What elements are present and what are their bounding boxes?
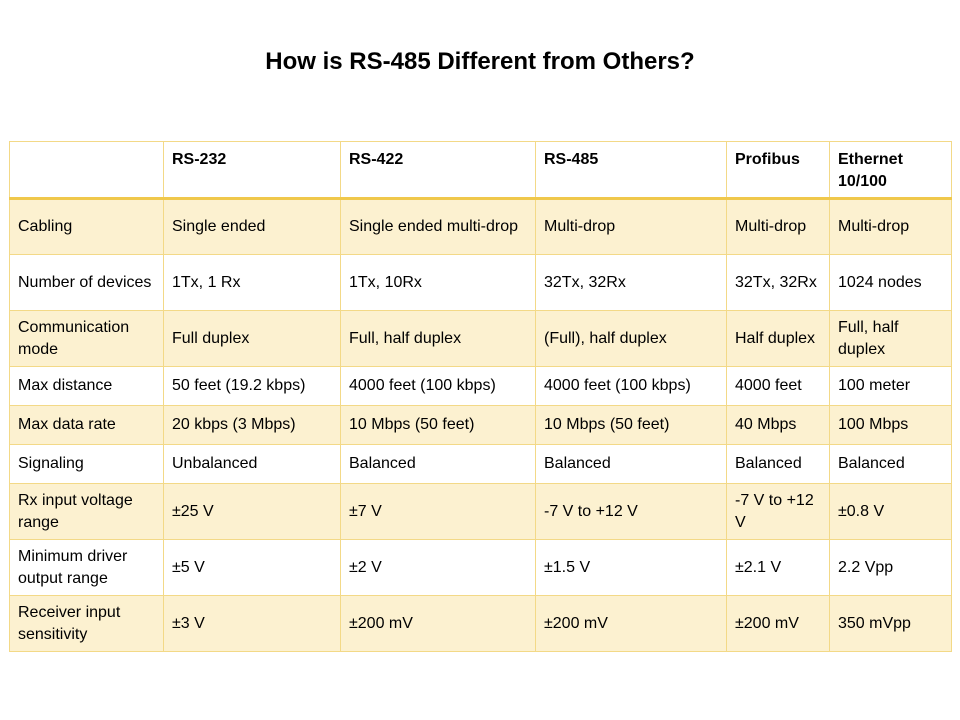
table-cell: 50 feet (19.2 kbps) <box>164 367 341 406</box>
table-row <box>10 540 952 596</box>
row-label: Signaling <box>10 445 164 484</box>
table-cell: ±200 mV <box>341 596 536 652</box>
table-cell: ±1.5 V <box>536 540 727 596</box>
column-header-profibus: Profibus <box>727 142 830 199</box>
column-header-blank <box>10 142 164 199</box>
table-row <box>10 445 952 484</box>
table-cell: Balanced <box>727 445 830 484</box>
table-cell: ±200 mV <box>727 596 830 652</box>
table-cell: 1024 nodes <box>830 255 952 311</box>
table-cell: ±7 V <box>341 484 536 540</box>
table-row <box>10 311 952 367</box>
table-row <box>10 367 952 406</box>
row-label: Minimum driver output range <box>10 540 164 596</box>
table-row <box>10 406 952 445</box>
table-cell: Single ended multi-drop <box>341 199 536 255</box>
table-cell: Balanced <box>341 445 536 484</box>
table-cell: Multi-drop <box>727 199 830 255</box>
table-cell: Unbalanced <box>164 445 341 484</box>
row-label: Cabling <box>10 199 164 255</box>
table-header-row <box>10 142 952 199</box>
table-cell: Full duplex <box>164 311 341 367</box>
table-cell: (Full), half duplex <box>536 311 727 367</box>
table-row <box>10 255 952 311</box>
table-cell: Full, half duplex <box>341 311 536 367</box>
table-cell: 350 mVpp <box>830 596 952 652</box>
table-cell: ±2 V <box>341 540 536 596</box>
table-cell: Single ended <box>164 199 341 255</box>
table-row <box>10 484 952 540</box>
table-cell: 4000 feet <box>727 367 830 406</box>
table-cell: ±2.1 V <box>727 540 830 596</box>
table-cell: 32Tx, 32Rx <box>727 255 830 311</box>
table-cell: 32Tx, 32Rx <box>536 255 727 311</box>
table-cell: 20 kbps (3 Mbps) <box>164 406 341 445</box>
table-cell: 2.2 Vpp <box>830 540 952 596</box>
column-header-rs485: RS-485 <box>536 142 727 199</box>
table-cell: 40 Mbps <box>727 406 830 445</box>
table-cell: 1Tx, 1 Rx <box>164 255 341 311</box>
table-cell: ±0.8 V <box>830 484 952 540</box>
column-header-rs422: RS-422 <box>341 142 536 199</box>
table-cell: ±3 V <box>164 596 341 652</box>
row-label: Communication mode <box>10 311 164 367</box>
table-cell: Multi-drop <box>536 199 727 255</box>
column-header-rs232: RS-232 <box>164 142 341 199</box>
table-row <box>10 596 952 652</box>
table-cell: Balanced <box>830 445 952 484</box>
table-cell: 10 Mbps (50 feet) <box>341 406 536 445</box>
table-row <box>10 199 952 255</box>
table-cell: Balanced <box>536 445 727 484</box>
table-cell: ±200 mV <box>536 596 727 652</box>
table-cell: 100 Mbps <box>830 406 952 445</box>
row-label: Number of devices <box>10 255 164 311</box>
row-label: Rx input voltage range <box>10 484 164 540</box>
comparison-table <box>9 141 952 652</box>
row-label: Receiver input sensitivity <box>10 596 164 652</box>
column-header-ethernet: Ethernet 10/100 <box>830 142 952 199</box>
table-cell: Half duplex <box>727 311 830 367</box>
table-cell: -7 V to +12 V <box>727 484 830 540</box>
table-cell: -7 V to +12 V <box>536 484 727 540</box>
table-cell: 100 meter <box>830 367 952 406</box>
table-cell: 4000 feet (100 kbps) <box>341 367 536 406</box>
table-cell: ±25 V <box>164 484 341 540</box>
table-cell: 1Tx, 10Rx <box>341 255 536 311</box>
row-label: Max data rate <box>10 406 164 445</box>
slide-title: How is RS-485 Different from Others? <box>265 48 695 75</box>
row-label: Max distance <box>10 367 164 406</box>
table-cell: Full, half duplex <box>830 311 952 367</box>
table-cell: ±5 V <box>164 540 341 596</box>
table-cell: 4000 feet (100 kbps) <box>536 367 727 406</box>
table-cell: Multi-drop <box>830 199 952 255</box>
table-cell: 10 Mbps (50 feet) <box>536 406 727 445</box>
